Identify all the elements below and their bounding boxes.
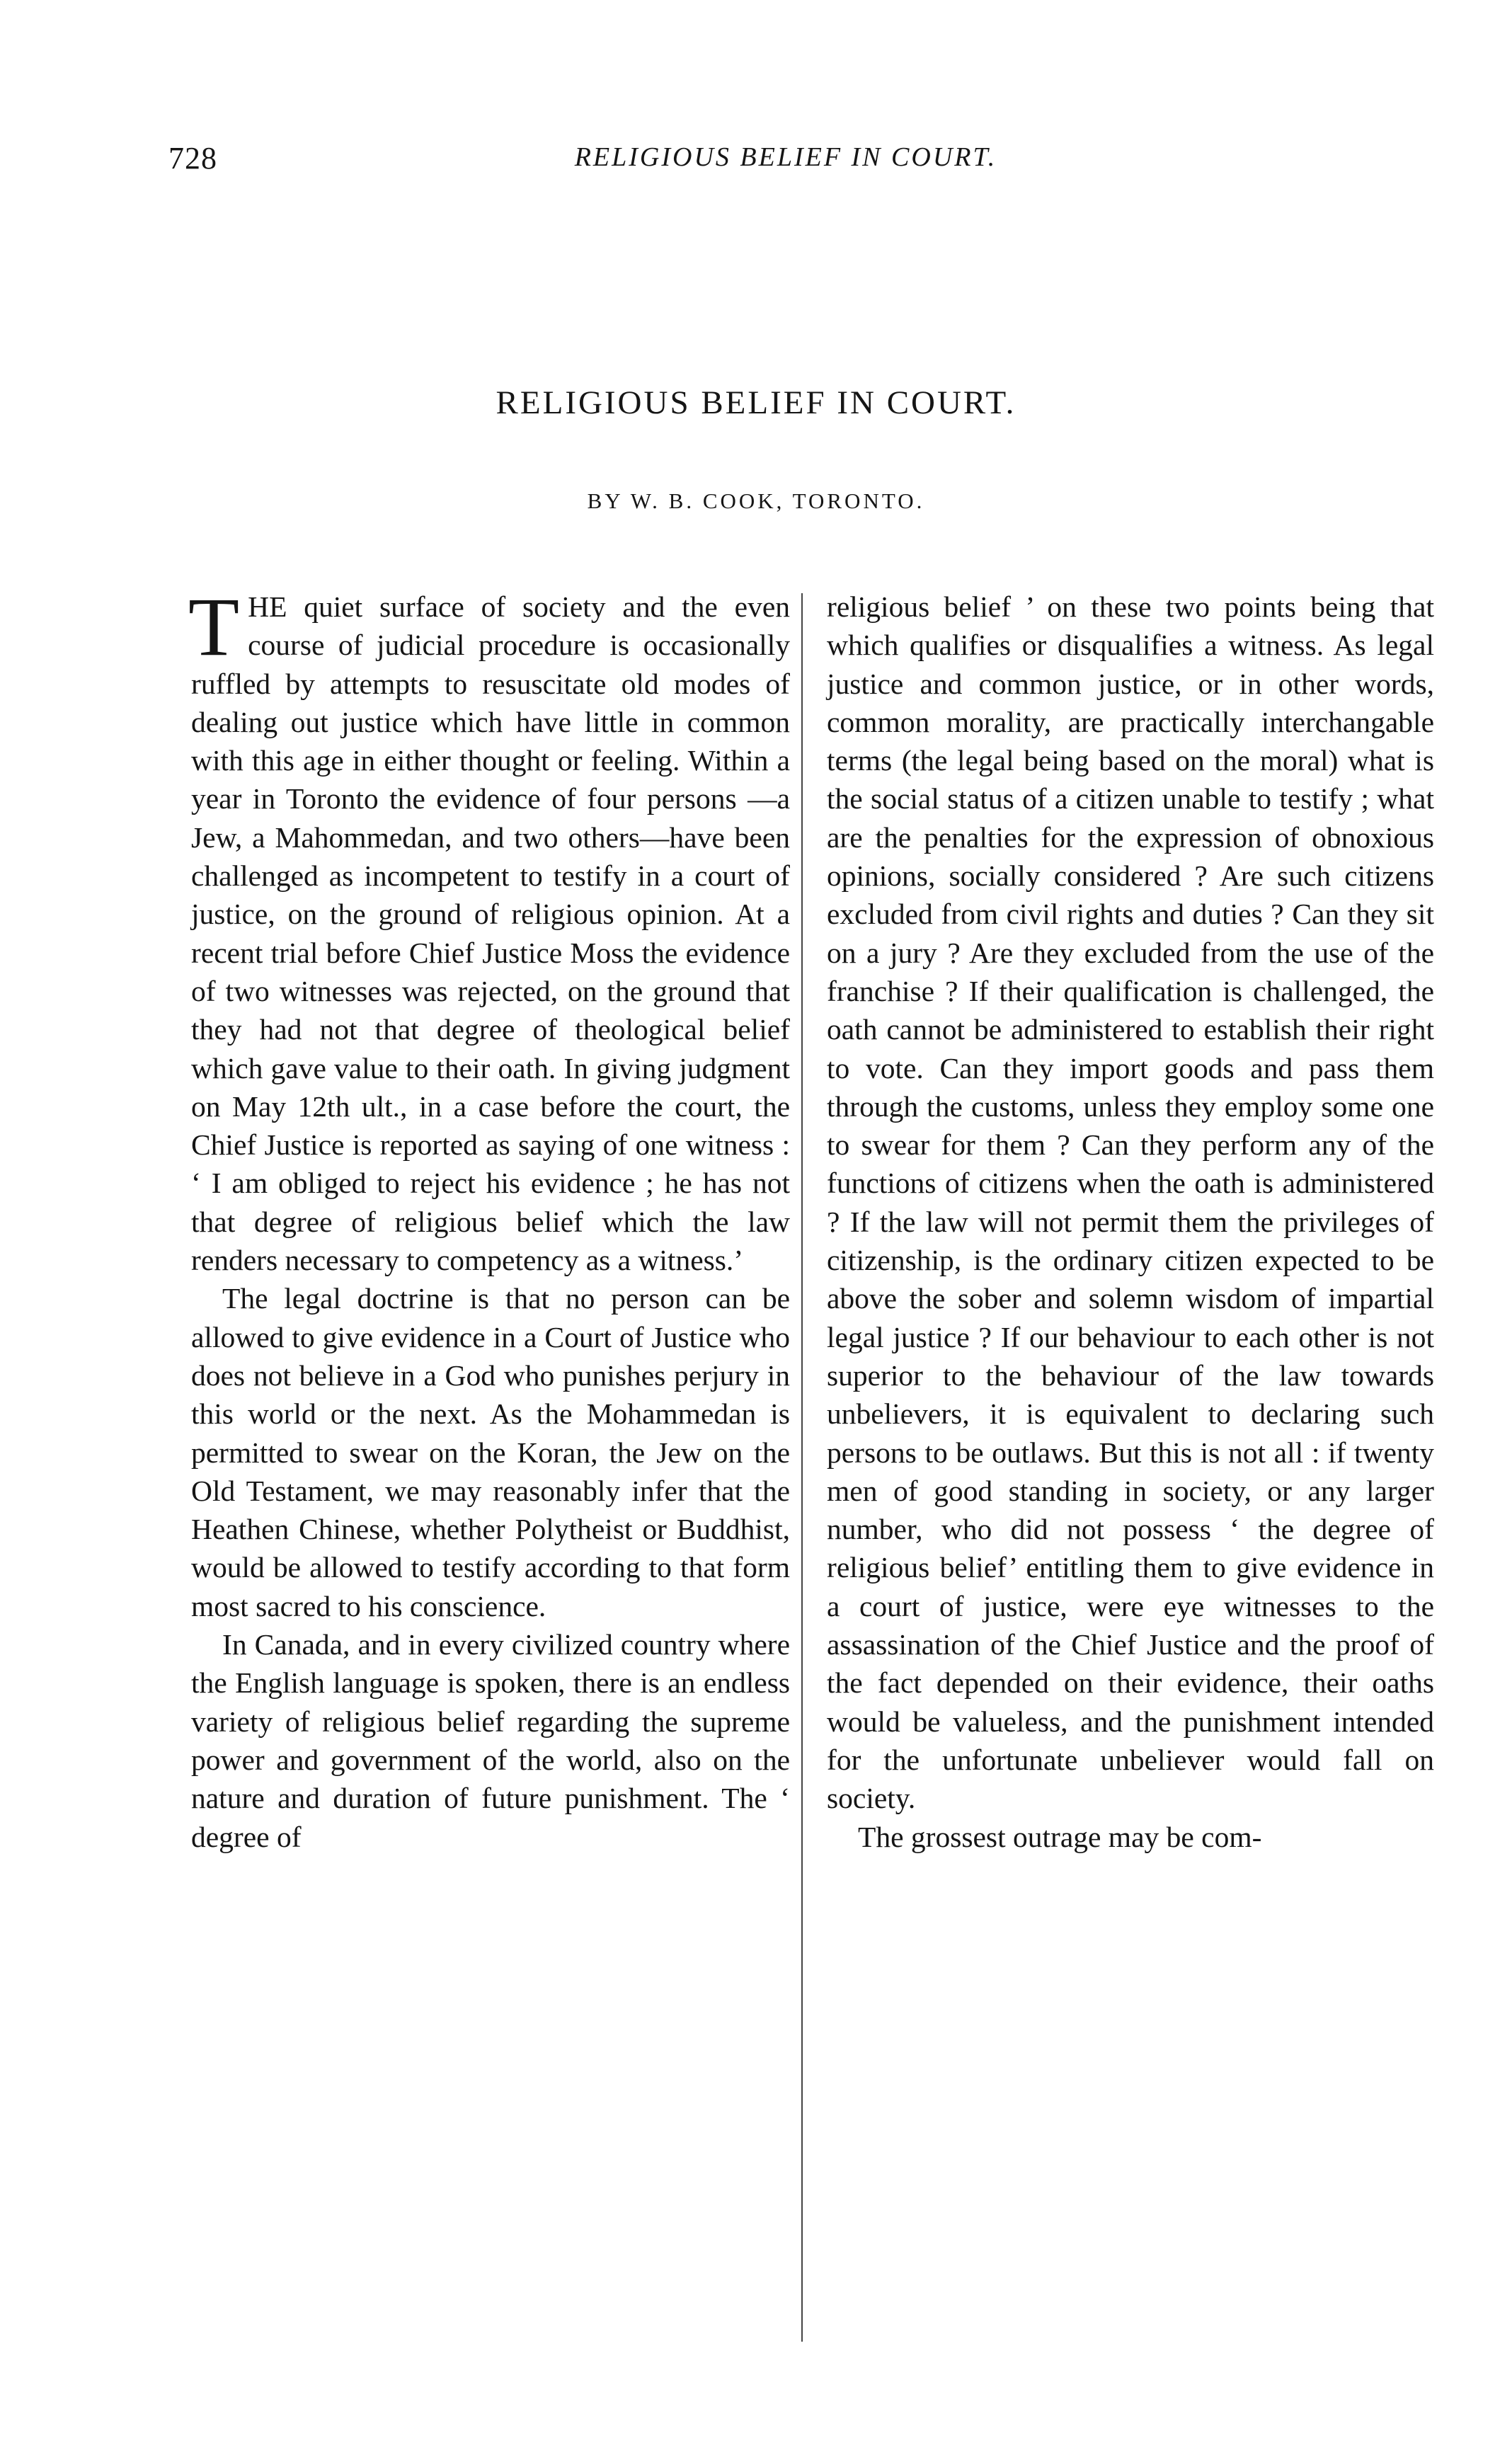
page-number: 728 (168, 141, 217, 176)
paragraph-grossest-outrage: The grossest outrage may be com- (858, 1820, 1262, 1853)
paragraph-canada: In Canada, and in every civilized country where the English language is spoken, there is an endless variety of religious belief regarding the supreme power and government of the world, also on the nature and duration of future punishment. The ‘ degree of (191, 1628, 790, 1853)
left-column (188, 580, 790, 1856)
paragraph-continued: religious belief ’ on these two points being that which qualifies or disqualifies a witness. As legal justice and common justice, or in other words, common morality, are practically interchangable terms (the legal being based on the moral) what is the social status of a citizen unable to testify ; what are the penalties for the expression of obnoxious opinions, socially considered ? Are such citizens excluded from civil rights and duties ? Can they sit on a jury ? Are they excluded from the use of the franchise ? If their qualification is challenged, the oath cannot be administered to establish their right to vote. Can they import goods and pass them through the customs, unless they employ some one to swear for them ? Can they perform any of the functions of citizens when the oath is administered ? If the law will not permit them the privileges of citizenship, is the ordinary citizen expected to be above the sober and solemn wisdom of impartial legal justice ? If our behaviour to each other is not superior to the behaviour of the law towards unbelievers, it is equivalent to declaring such persons to be outlaws. But this is not all : if twenty men of good standing in society, or any larger number, who did not possess ‘ the degree of religious belief’ entitling them to give evidence in a court of justice, were eye witnesses to the assassination of the Chief Justice and the proof of the fact depended on their evidence, their oaths would be valueless, and the punishment intended for the unfortunate unbeliever would fall on society. (827, 590, 1434, 1815)
paragraph-opening (188, 580, 790, 1279)
opening-paragraph-text: HE quiet surface of society and the even course of judicial procedure is occasionally ruffled by attempts to resuscitate old modes of dealing out justice which have little in common with this age in either thought or feeling. Within a year in Toronto the evidence of four persons —a Jew, a Mahommedan, and two others—have been challenged as incompetent to testify in a court of justice, on the ground of religious opinion. At a recent trial before Chief Justice Moss the evidence of two witnesses was rejected, on the ground that they had not that degree of theological belief which gave value to their oath. In giving judgment on May 12th ult., in a case before the court, the Chief Justice is reported as saying of one witness : ‘ I am obliged to reject his evidence ; he has not that degree of religious belief which the law renders necessary to competency as a witness.’ (191, 590, 790, 1277)
drop-cap: T (188, 580, 240, 673)
running-head: RELIGIOUS BELIEF IN COURT. (574, 142, 997, 172)
paragraph-legal-doctrine: The legal doctrine is that no person can be allowed to give evidence in a Court of Justice who does not believe in a God who punishes perjury in this world or the next. As the Mohammedan is permitted to swear on the Koran, the Jew on the Old Testament, we may reasonably infer that the Heathen Chinese, whether Polytheist or Buddhist, would be allowed to testify according to that form most sacred to his conscience. (191, 1282, 790, 1622)
article-title: RELIGIOUS BELIEF IN COURT. (496, 384, 1016, 421)
column-divider (801, 593, 803, 2342)
right-column (827, 588, 1434, 1856)
byline: BY W. B. COOK, TORONTO. (587, 488, 925, 513)
